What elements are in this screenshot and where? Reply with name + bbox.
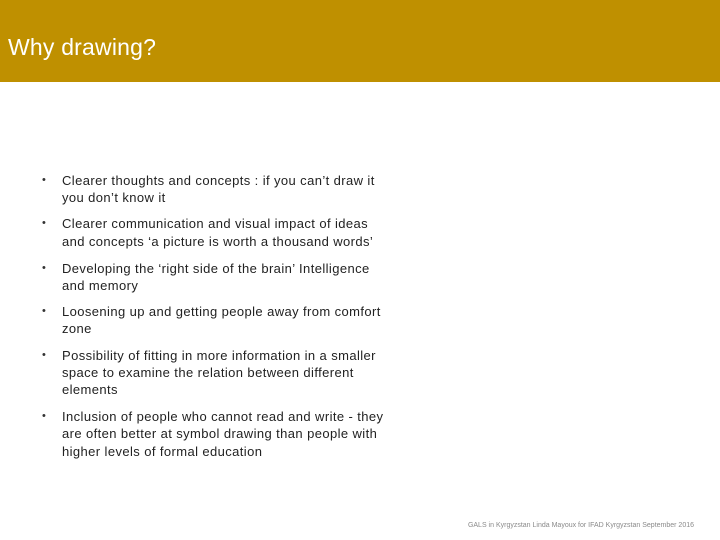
bullet-text: Inclusion of people who cannot read and write - they are often better at symbol drawing than people with higher levels of formal education [62, 409, 384, 459]
bullet-item [42, 260, 392, 294]
bullet-item [42, 215, 392, 249]
bullet-icon: • [42, 217, 47, 230]
bullet-icon: • [42, 174, 47, 186]
bullet-item [42, 347, 392, 399]
bullet-item [42, 408, 392, 460]
bullet-item [42, 172, 392, 206]
bullet-icon: • [42, 348, 47, 361]
footer-credit: GALS in Kyrgyzstan Linda Mayoux for IFAD Kyrgyzstan September 2016 [467, 522, 694, 529]
bullet-icon: • [42, 261, 47, 274]
bullet-list [42, 172, 392, 460]
slide-title: Why drawing? [8, 34, 157, 60]
title-bar [0, 0, 720, 82]
bullet-text: Loosening up and getting people away from comfort zone [62, 304, 381, 337]
bullet-item [42, 303, 392, 337]
bullet-icon: • [42, 305, 47, 318]
bullet-icon: • [42, 410, 47, 423]
bullet-text: Clearer thoughts and concepts : if you can’t draw it you don’t know it [62, 173, 375, 206]
bullet-text: Clearer communication and visual impact of ideas and concepts ‘a picture is worth a thousand words’ [62, 216, 374, 249]
bullet-text: Possibility of fitting in more information in a smaller space to examine the relation between different elements [62, 347, 376, 398]
bullet-text: Developing the ‘right side of the brain’ Intelligence and memory [62, 260, 370, 294]
